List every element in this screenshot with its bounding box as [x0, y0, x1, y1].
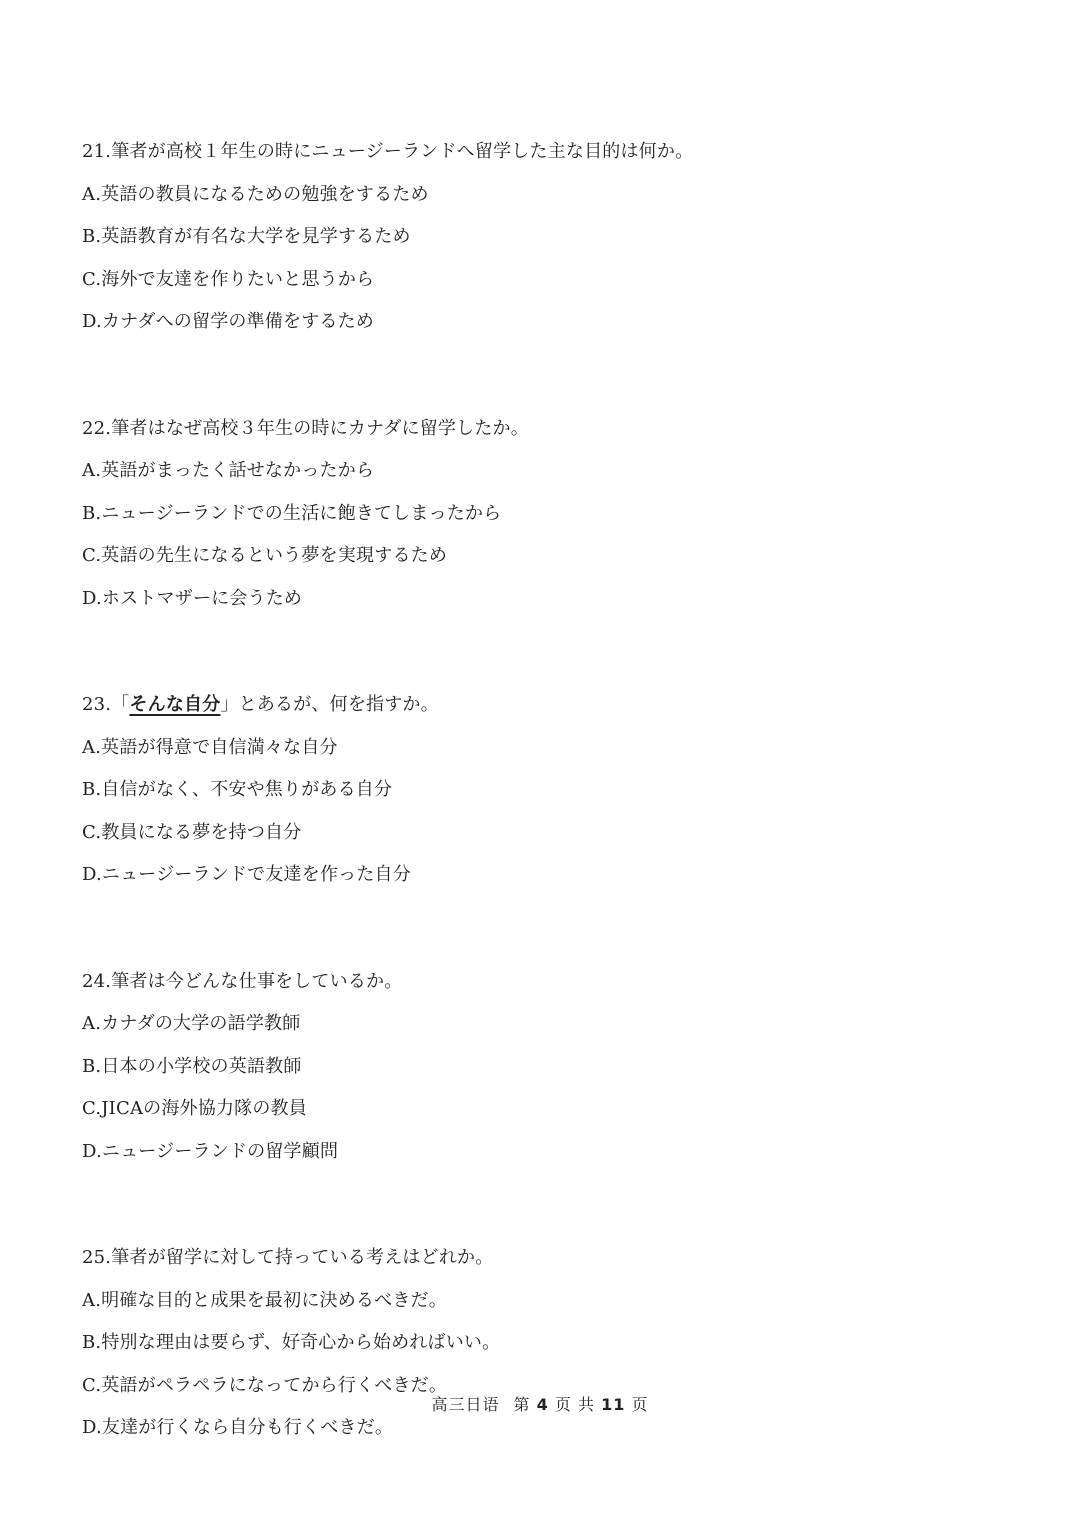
- option-b: B.自信がなく、不安や焦りがある自分: [82, 779, 393, 800]
- footer-page-number: 4: [536, 1395, 549, 1414]
- option-c: C.海外で友達を作りたいと思うから: [82, 268, 375, 290]
- question-21: [82, 137, 982, 350]
- option-a: A.英語の教員になるための勉強をするため: [82, 183, 429, 205]
- question-22: [82, 414, 982, 627]
- question-stem: 24.筆者は今どんな仕事をしているか。: [82, 970, 403, 992]
- footer-page-label-mid: 页 共: [554, 1395, 595, 1414]
- option-c: C.英語の先生になるという夢を実現するため: [82, 545, 448, 566]
- question-list: [82, 137, 982, 1520]
- question-24: [82, 967, 982, 1180]
- emphasized-phrase: そんな自分: [129, 694, 221, 715]
- option-d: D.ホストマザーに会うため: [82, 587, 303, 609]
- question-stem: 21.筆者が高校１年生の時にニュージーランドへ留学した主な目的は何か。: [82, 141, 694, 162]
- option-d: D.ニュージーランドで友達を作った自分: [82, 864, 411, 885]
- option-d: D.友達が行くなら自分も行くべきだ。: [82, 1417, 394, 1438]
- footer-page-label-post: 页: [631, 1395, 649, 1414]
- option-a: A.英語がまったく話せなかったから: [82, 460, 375, 481]
- option-c: C.英語がペラペラになってから行くべきだ。: [82, 1374, 448, 1396]
- footer-total-pages: 11: [601, 1395, 626, 1414]
- option-b: B.特別な理由は要らず、好奇心から始めればいい。: [82, 1332, 501, 1353]
- option-a: A.明確な目的と成果を最初に決めるべきだ。: [82, 1289, 447, 1311]
- option-b: B.ニュージーランドでの生活に飽きてしまったから: [82, 502, 502, 524]
- option-d: D.カナダへの留学の準備をするため: [82, 311, 375, 332]
- question-25: [82, 1243, 982, 1456]
- option-d: D.ニュージーランドの留学顧問: [82, 1140, 339, 1162]
- question-stem: 25.筆者が留学に対して持っている考えはどれか。: [82, 1247, 494, 1268]
- footer-subject: 高三日语: [431, 1395, 500, 1414]
- question-stem: [82, 690, 982, 733]
- question-23: [82, 690, 982, 903]
- page-footer: [0, 1393, 1080, 1417]
- option-a: A.カナダの大学の語学教師: [82, 1013, 301, 1034]
- option-b: B.英語教育が有名な大学を見学するため: [82, 226, 411, 247]
- question-stem: 22.筆者はなぜ高校３年生の時にカナダに留学したか。: [82, 417, 529, 439]
- option-b: B.日本の小学校の英語教師: [82, 1055, 302, 1077]
- option-a: A.英語が得意で自信満々な自分: [82, 736, 338, 758]
- stem-prefix: 23.「: [82, 694, 130, 715]
- option-c: C.教員になる夢を持つ自分: [82, 821, 302, 843]
- stem-suffix: 」とあるが、何を指すか。: [220, 694, 439, 715]
- footer-page-label-pre: 第: [513, 1395, 531, 1414]
- option-c: C.JICAの海外協力隊の教員: [82, 1098, 307, 1119]
